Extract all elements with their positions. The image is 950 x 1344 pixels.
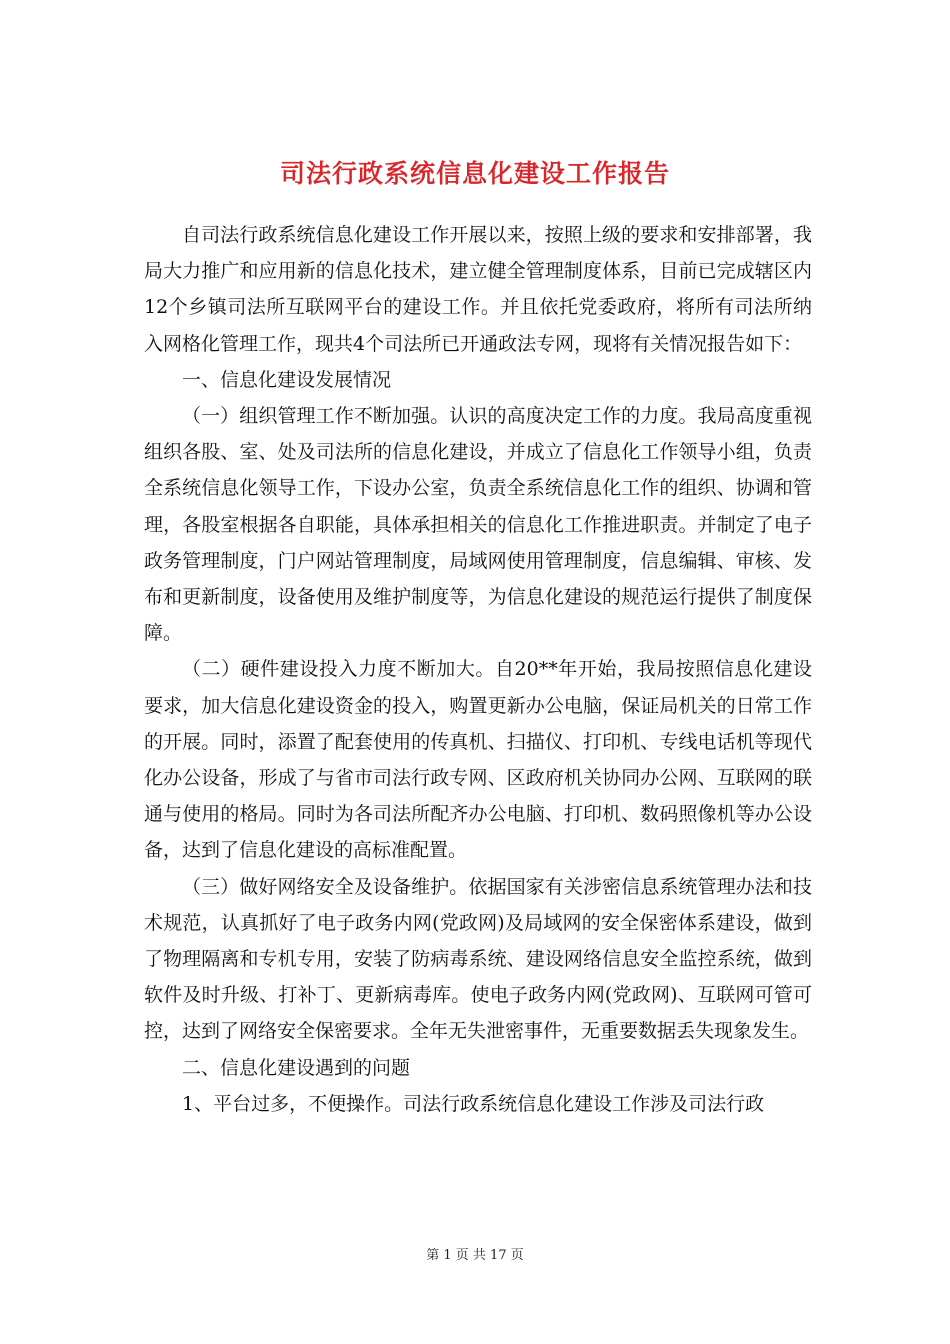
paragraph-platforms: 1、平台过多，不便操作。司法行政系统信息化建设工作涉及司法行政	[182, 1092, 765, 1115]
document-title: 司法行政系统信息化建设工作报告	[279, 159, 670, 188]
paragraph-security: （三）做好网络安全及设备维护。依据国家有关涉密信息系统管理办法和技术规范，认真抓好了电子政务内网(党政网)及局域网的安全保密体系建设，做到了物理隔离和专机专用，安装了防病毒系统、建设网络信息安全监控系统，做到软件及时升级、打补丁、更新病毒库。使电子政务内网(党政网)、互联网可管可控，达到了网络安全保密要求。全年无失泄密事件，无重要数据丢失现象发生。	[144, 875, 812, 1043]
intro-paragraph: 自司法行政系统信息化建设工作开展以来，按照上级的要求和安排部署，我局大力推广和应用新的信息化技术，建立健全管理制度体系，目前已完成辖区内12个乡镇司法所互联网平台的建设工作。并且依托党委政府，将所有司法所纳入网格化管理工作，现共4个司法所已开通政法专网，现将有关情况报告如下：	[144, 224, 812, 355]
section-heading-2: 二、信息化建设遇到的问题	[182, 1056, 411, 1079]
document-body	[144, 217, 812, 1122]
page-number-footer: 第 1 页 共 17 页	[426, 1248, 524, 1263]
paragraph-organization: （一）组织管理工作不断加强。认识的高度决定工作的力度。我局高度重视组织各股、室、处及司法所的信息化建设，并成立了信息化工作领导小组，负责全系统信息化领导工作，下设办公室，负责全系统信息化工作的组织、协调和管理，各股室根据各自职能，具体承担相关的信息化工作推进职责。并制定了电子政务管理制度，门户网站管理制度，局域网使用管理制度，信息编辑、审核、发布和更新制度，设备使用及维护制度等，为信息化建设的规范运行提供了制度保障。	[144, 405, 812, 645]
section-heading-1: 一、信息化建设发展情况	[182, 368, 392, 391]
paragraph-hardware: （二）硬件建设投入力度不断加大。自20**年开始，我局按照信息化建设要求，加大信息化建设资金的投入，购置更新办公电脑，保证局机关的日常工作的开展。同时，添置了配套使用的传真机、扫描仪、打印机、专线电话机等现代化办公设备，形成了与省市司法行政专网、区政府机关协同办公网、互联网的联通与使用的格局。同时为各司法所配齐办公电脑、打印机、数码照像机等办公设备，达到了信息化建设的高标准配置。	[144, 658, 812, 862]
